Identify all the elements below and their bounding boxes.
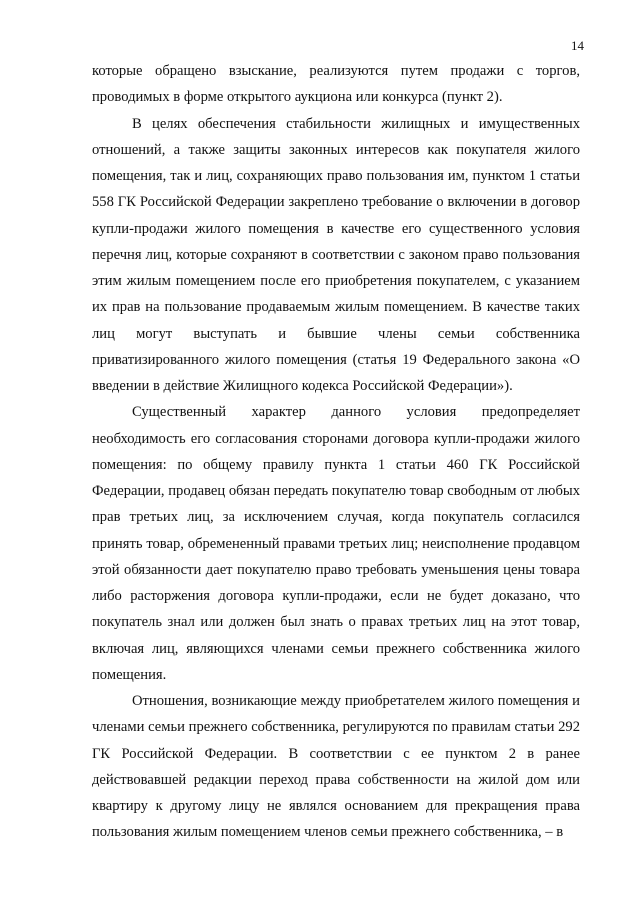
- page-number: 14: [571, 38, 584, 53]
- paragraph-continuation: которые обращено взыскание, реализуются путем продажи с торгов, проводимых в форме открытого аукциона или конкурса (пункт 2).: [92, 63, 580, 106]
- paragraph: Существенный характер данного условия предопределяет необходимость его согласования сторонами договора купли-продажи жилого помещения: по общему правилу пункта 1 статьи 460 ГК Российской Федерации, продавец обязан передать покупателю товар свободным от любых прав третьих лиц, за исключением случая, когда покупатель согласился принять товар, обремененный правами третьих лиц; неисполнение продавцом этой обязанности дает покупателю право требовать уменьшения цены товара либо расторжения договора купли-продажи, если не будет доказано, что покупатель знал или должен был знать о правах третьих лиц на этот товар, включая лиц, являющихся членами семьи прежнего собственника жилого помещения.: [92, 404, 580, 683]
- paragraph: Отношения, возникающие между приобретателем жилого помещения и членами семьи прежнего собственника, регулируются по правилам статьи 292 ГК Российской Федерации. В соответствии с ее пунктом 2 в ранее действовавшей редакции переход права собственности на жилой дом или квартиру к другому лицу не являлся основанием для прекращения права пользования жилым помещением членов семьи прежнего собственника, – в: [92, 693, 580, 841]
- paragraph: В целях обеспечения стабильности жилищных и имущественных отношений, а также защиты законных интересов как покупателя жилого помещения, так и лиц, сохраняющих право пользования им, пунктом 1 статьи 558 ГК Российской Федерации закреплено требование о включении в договор купли-продажи жилого помещения в качестве его существенного условия перечня лиц, которые сохраняют в соответствии с законом право пользования этим жилым помещением после его приобретения покупателем, с указанием их прав на пользование продаваемым жилым помещением. В качестве таких лиц могут выступать и бывшие члены семьи собственника приватизированного жилого помещения (статья 19 Федерального закона «О введении в действие Жилищного кодекса Российской Федерации»).: [92, 115, 580, 394]
- document-body: [92, 58, 580, 846]
